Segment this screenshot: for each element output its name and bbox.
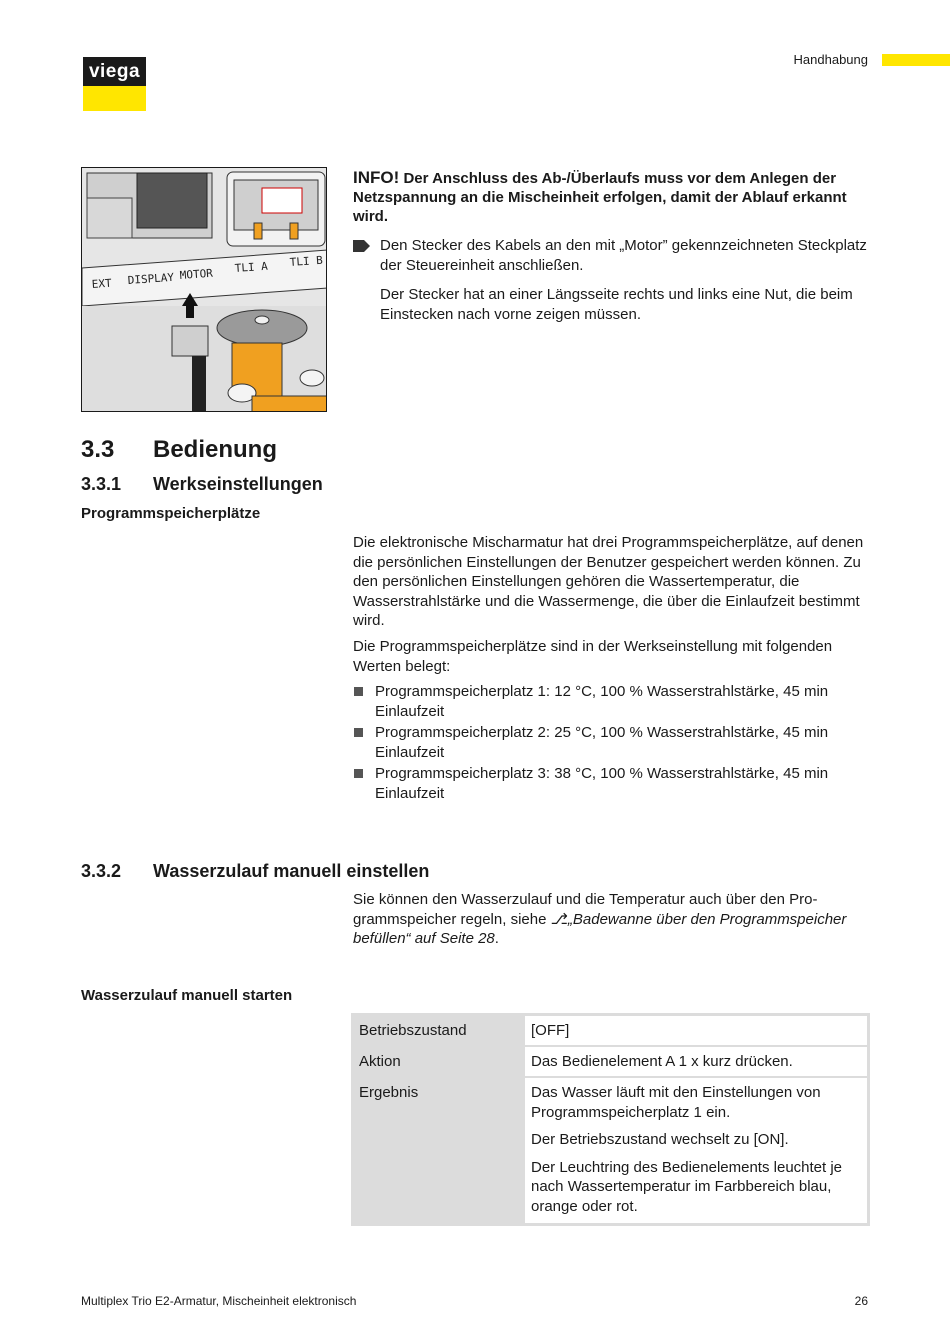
subsection-heading-1 <box>81 474 323 495</box>
viega-logo <box>83 57 146 111</box>
bullet-square-icon <box>354 687 363 696</box>
info-notice <box>353 168 868 226</box>
cross-reference-link[interactable]: „Badewanne über den Programmspeicher befüllen“ auf Seite 28 <box>353 910 847 947</box>
info-tag: INFO! <box>353 168 400 187</box>
program-slot-list <box>353 682 868 805</box>
label-ext: EXT <box>91 276 113 291</box>
logo-wordmark: viega <box>83 57 146 86</box>
step-text: Den Stecker des Kabels an den mit „Motor” gekennzeichneten Steckplatz der Steuereinheit anschließen. <box>380 237 867 274</box>
bullet-square-icon <box>354 769 363 778</box>
motor-connector-illustration <box>81 167 327 412</box>
footer-document-title: Multiplex Trio E2-Armatur, Mischeinheit elektronisch <box>81 1294 357 1308</box>
subsection-heading-2 <box>81 861 429 882</box>
intro-paragraph: Die elektronische Mischarmatur hat drei Programmspeicherplätze, auf denen die persönlichen Einstellungen der Benutzer gespeichert werden können. Zu den persönlichen Einstellungen gehören die Wassertemperatur, die Wasserstrahlstärke und die Wassermenge, die über die Einlaufzeit bestimmt wird. <box>353 534 864 629</box>
subsection-2-title: Wasserzulauf manuell einstellen <box>153 861 430 881</box>
manual-intro-paragraph: Sie können den Wasserzulauf und die Temperatur auch über den Programmspeicher regeln, siehe ⎇„Badewanne über den Programmspeicher befüllen“ auf Seite 28. <box>353 891 847 947</box>
info-text: Der Anschluss des Ab-/Überlaufs muss vor dem Anlegen der Netzspannung an die Mischeinheit erfolgen, damit der Ablauf erkannt wird. <box>353 170 847 225</box>
cross-reference-icon: ⎇ <box>550 910 568 928</box>
subsection-1-title: Werkseinstellungen <box>153 474 323 494</box>
label-display: DISPLAY <box>127 270 175 287</box>
subsection-1-number: 3.3.1 <box>81 474 122 494</box>
step-arrow-icon <box>353 240 370 252</box>
footer-page-number: 26 <box>854 1294 868 1308</box>
list-item: Programmspeicherplatz 3: 38 °C, 100 % Wasserstrahlstärke, 45 min Einlaufzeit <box>353 764 868 803</box>
list-item: Programmspeicherplatz 2: 25 °C, 100 % Wasserstrahlstärke, 45 min Einlaufzeit <box>353 723 868 762</box>
subsection-2-number: 3.3.2 <box>81 861 122 881</box>
section-heading <box>81 436 277 464</box>
step-note: Der Stecker hat an einer Längsseite rechts und links eine Nut, die beim Einstecken nach vorne zeigen müssen. <box>380 286 853 323</box>
table-value-betriebszustand: [OFF] <box>525 1016 867 1045</box>
label-motor: MOTOR <box>179 266 214 282</box>
table-label-aktion: Aktion <box>359 1053 401 1070</box>
programmspeicherplaetze-heading: Programmspeicherplätze <box>81 505 261 522</box>
table-value-ergebnis: Das Wasser läuft mit den Einstellungen von Programmspeicherplatz 1 ein. Der Betriebszustand wechselt zu [ON]. Der Leuchtring des Bedienelements leuchtet je nach Wassertemperatur im Farbbereich blau, orange oder rot. <box>525 1078 867 1223</box>
operation-table <box>351 1013 870 1226</box>
instruction-step <box>353 236 868 276</box>
section-title: Bedienung <box>153 436 277 463</box>
label-tli-b: TLI B <box>289 253 324 269</box>
section-number: 3.3 <box>81 436 115 463</box>
table-label-ergebnis: Ergebnis <box>359 1084 419 1101</box>
factory-values-paragraph: Die Programmspeicherplätze sind in der Werkseinstellung mit folgenden Werten belegt: <box>353 638 833 675</box>
manual-start-heading: Wasserzulauf manuell starten <box>81 987 293 1004</box>
bullet-square-icon <box>354 728 363 737</box>
section-header-label: Handhabung <box>793 52 868 67</box>
table-label-betriebszustand: Betriebszustand <box>359 1022 467 1039</box>
header-yellow-bar <box>882 54 950 66</box>
label-tli-a: TLI A <box>234 259 269 275</box>
illustration-svg <box>82 168 327 412</box>
table-value-aktion: Das Bedienelement A 1 x kurz drücken. <box>525 1047 867 1076</box>
list-item: Programmspeicherplatz 1: 12 °C, 100 % Wasserstrahlstärke, 45 min Einlaufzeit <box>353 682 868 721</box>
logo-yellow-block <box>83 86 146 111</box>
